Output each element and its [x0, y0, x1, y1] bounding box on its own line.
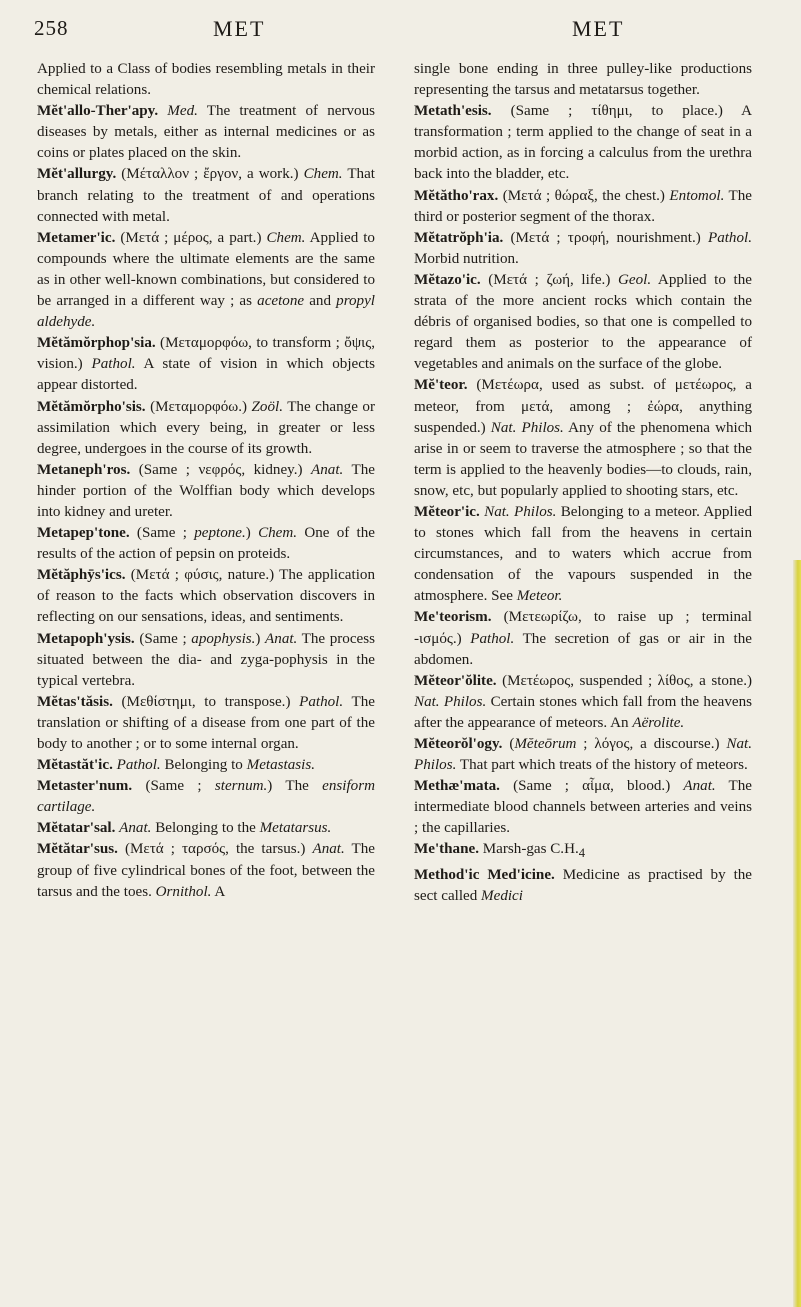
page-edge-stain: [793, 560, 801, 1307]
entry-text: The treatment of nervous diseases by metals, either as internal medicines or as coins or plates placed on the skin.: [37, 103, 375, 162]
entry-text: The third or posterior segment of the thorax.: [414, 187, 753, 225]
entry-italic-text: ensiform cartilage.: [37, 778, 375, 816]
entry-italic-text: Pathol.: [299, 693, 344, 710]
entry-text: Applied to the strata of the more ancient rocks which contain the débris of organised bodies, so that one is compelled to regard them as posterior to the appearance of vegetables and animals on the surface of the globe.: [414, 271, 752, 373]
entry-text: (Μετά ; ταρσός, the tarsus.): [117, 841, 313, 858]
entry-headword: Mĕtătho'rax.: [414, 187, 499, 204]
entry-italic-text: Medici: [481, 887, 523, 904]
entry-text: (Μετά ; θώραξ, the chest.): [498, 187, 670, 204]
entry-text: (Μεταμορφόω, to transform ; ὄψις, vision.): [37, 335, 375, 373]
entry-text: Applied to compounds where the ultimate elements are the same as in other well-known combinations, but considered to be arranged in a different way ; as: [37, 229, 375, 310]
entry-text: ) The: [267, 778, 323, 795]
entry-text: The process situated between the dia- and zyga-pophysis in the typical vertebra.: [37, 630, 375, 689]
entry-text: (Μετεωρίζω, to raise up ; terminal -ισμός.): [414, 609, 752, 647]
entry-text: Marsh-gas C.H.: [478, 841, 579, 858]
entry-italic-text: Nat. Philos.: [484, 503, 557, 520]
entry-italic-text: sternum.: [214, 778, 268, 795]
entry-headword: Mĕtastăt'ic.: [37, 757, 113, 774]
entry-text: Any of the phenomena which arise in or seem to traverse the atmosphere ; so that the term is applied to the heavenly bodies—to clouds, rain, snow, etc, but popularly applied to shooting stars, etc.: [414, 419, 752, 499]
right-running-head: MET: [572, 16, 625, 41]
dictionary-entry: [37, 565, 375, 628]
entry-italic-text: Anat.: [119, 820, 152, 837]
entry-text: single bone ending in three pulley-like productions representing the tarsus and metatarsus together.: [414, 61, 752, 99]
dictionary-entry: [37, 523, 375, 565]
running-header: [0, 16, 801, 46]
entry-text: (Μετά ; τροφή, nourishment.): [503, 229, 708, 246]
entry-italic-text: Metatarsus.: [259, 820, 332, 837]
entry-headword: Metaneph'ros.: [37, 461, 131, 478]
entry-text: [158, 103, 167, 119]
entry-italic-text: Pathol.: [470, 630, 515, 647]
dictionary-entry: [414, 228, 752, 270]
entry-headword: Mĕtăphȳs'ics.: [37, 567, 126, 584]
dictionary-entry: [37, 333, 375, 396]
entry-text: Belonging to: [160, 757, 247, 774]
dictionary-entry: [37, 59, 375, 101]
entry-italic-text: Anat.: [312, 841, 345, 858]
entry-text: Morbid nutrition.: [414, 250, 519, 267]
entry-text: A: [211, 883, 226, 900]
entry-text: and: [304, 293, 337, 310]
entry-text: (Μεταμορφόω.): [145, 398, 252, 415]
entry-text: Applied to a Class of bodies resembling metals in their chemical relations.: [37, 61, 375, 99]
entry-italic-text: Nat. Philos.: [414, 693, 487, 710]
dictionary-entry: [37, 755, 375, 776]
entry-headword: Metapep'tone.: [37, 525, 130, 542]
dictionary-entry: [414, 375, 752, 502]
entry-text: 4: [578, 846, 586, 861]
entry-headword: Metaster'num.: [37, 778, 133, 795]
entry-text: (Same ; νεφρός, kidney.): [130, 461, 312, 478]
entry-headword: Mĕteor'ic.: [414, 503, 480, 520]
entry-headword: Mĕtas'tăsis.: [37, 693, 113, 710]
entry-text: The group of five cylindrical bones of the foot, between the tarsus and the toes.: [37, 841, 375, 900]
entry-italic-text: Pathol.: [91, 356, 136, 373]
entry-text: (Μετά ; ζωή, life.): [480, 271, 618, 288]
entry-headword: Methæ'mata.: [414, 778, 500, 795]
dictionary-entry: [414, 101, 752, 185]
entry-text: A state of vision in which objects appear distorted.: [37, 356, 375, 394]
dictionary-entry: [37, 692, 375, 755]
entry-italic-text: Aërolite.: [632, 714, 685, 731]
dictionary-entry: [37, 460, 375, 523]
entry-text: The change or assimilation which every being, in greater or less degree, undergoes in the course of its growth.: [37, 398, 375, 457]
entry-italic-text: Pathol.: [116, 757, 161, 774]
entry-text: Belonging to a meteor. Applied to stones which fall from the heavens in certain circumstances, and to waters which accrue from condensation of the vapours suspended in the atmosphere. See: [414, 503, 753, 605]
entry-italic-text: Chem.: [266, 229, 306, 246]
dictionary-entry: [37, 839, 375, 902]
entry-text: Belonging to the: [151, 820, 260, 837]
dictionary-entry: [37, 397, 375, 460]
entry-italic-text: Nat. Philos.: [414, 736, 752, 774]
entry-italic-text: Chem.: [258, 525, 298, 542]
entry-italic-text: Nat. Philos.: [490, 419, 564, 436]
entry-text: (Same ; τίθημι, to place.) A transformation ; term applied to the change of seat in a morbid action, as in forcing a calculus from the urethra back into the bladder, etc.: [414, 103, 752, 183]
dictionary-entry: [414, 607, 752, 670]
entry-italic-text: Ornithol.: [155, 883, 212, 900]
dictionary-entry: [37, 228, 375, 333]
entry-headword: Mĕteor'ŏlite.: [414, 672, 497, 689]
entry-text: (Μέταλλον ; ἔργον, a work.): [116, 166, 304, 183]
dictionary-entry: [414, 865, 752, 907]
entry-headword: Metath'esis.: [414, 103, 492, 120]
entry-headword: Me'teorism.: [414, 609, 492, 626]
right-column: [414, 59, 752, 907]
entry-italic-text: acetone: [257, 293, 305, 310]
dictionary-entry: [414, 59, 752, 101]
entry-italic-text: Meteor.: [516, 588, 563, 605]
dictionary-entry: [414, 270, 752, 375]
entry-headword: Metapoph'ysis.: [37, 630, 135, 647]
entry-headword: Mĕteorŏl'ogy.: [414, 736, 503, 752]
entry-headword: Mĕtămŏrpho'sis.: [37, 398, 146, 415]
entry-text: ): [245, 525, 259, 542]
entry-text: The hinder portion of the Wolffian body which develops into kidney and ureter.: [37, 461, 375, 520]
entry-text: The intermediate blood channels between arteries and veins ; the capillaries.: [414, 778, 753, 837]
entry-italic-text: apophysis.: [191, 630, 256, 647]
left-running-head: MET: [213, 16, 266, 41]
entry-italic-text: Metastasis.: [246, 757, 315, 774]
entry-text: (Μετά ; μέρος, a part.): [115, 229, 267, 246]
entry-headword: Mĕtătar'sus.: [37, 841, 118, 858]
entry-text: That part which treats of the history of meteors.: [456, 757, 748, 774]
entry-italic-text: Pathol.: [707, 229, 752, 246]
entry-text: (Μετέωρα, used as subst. of μετέωρος, a meteor, from μετά, among ; ἐώρα, anything suspended.): [414, 377, 752, 436]
left-column: [37, 59, 375, 903]
entry-italic-text: Med.: [167, 103, 198, 120]
entry-headword: Metamer'ic.: [37, 229, 116, 246]
dictionary-entry: [37, 629, 375, 692]
entry-text: (Μετά ; φύσις, nature.) The application of reason to the facts which observation discovers in reflecting on our sensations, ideas, and sentiments.: [37, 567, 375, 626]
entry-headword: Mĕtămŏrphop'sia.: [37, 335, 156, 352]
entry-italic-text: Mĕteōrum: [514, 736, 577, 752]
entry-text: Medicine as practised by the sect called: [414, 866, 753, 904]
entry-headword: Mĕ'teor.: [414, 377, 468, 394]
entry-headword: Mĕtatrŏph'ia.: [414, 229, 504, 246]
entry-italic-text: Anat.: [683, 778, 716, 795]
entry-text: (Same ;: [129, 525, 195, 542]
entry-text: Certain stones which fall from the heavens after the appearance of meteors. An: [414, 693, 753, 731]
entry-headword: Mĕtazo'ic.: [414, 271, 481, 288]
entry-text: The translation or shifting of a disease from one part of the body to another ; or to some internal organ.: [37, 693, 375, 752]
dictionary-entry: [414, 186, 752, 228]
entry-italic-text: Chem.: [303, 166, 343, 183]
entry-text: (: [502, 736, 515, 752]
entry-text: That branch relating to the treatment of and operations connected with metal.: [37, 166, 375, 225]
dictionary-entry: [414, 839, 752, 864]
entry-italic-text: Anat.: [265, 630, 298, 647]
dictionary-entry: [37, 818, 375, 839]
entry-text: (Μετέωρος, suspended ; λίθος, a stone.): [496, 672, 752, 689]
entry-text: ; λόγος, a discourse.): [576, 736, 727, 752]
dictionary-entry: [37, 164, 375, 227]
entry-italic-text: Zoöl.: [251, 398, 283, 415]
entry-headword: Method'ic Med'icine.: [414, 866, 555, 883]
entry-text: One of the results of the action of pepsin on proteids.: [37, 525, 376, 563]
dictionary-entry: [414, 502, 752, 607]
dictionary-entry: [414, 734, 752, 776]
dictionary-entry: [414, 671, 752, 734]
entry-text: (Μεθίστημι, to transpose.): [112, 693, 300, 710]
entry-italic-text: propyl aldehyde.: [37, 293, 375, 331]
entry-italic-text: peptone.: [194, 525, 246, 542]
entry-italic-text: Anat.: [311, 461, 344, 478]
entry-text: (Same ;: [134, 630, 192, 647]
entry-text: (Same ; αἷμα, blood.): [499, 778, 684, 795]
dictionary-entry: [37, 101, 375, 164]
entry-text: ): [255, 630, 266, 647]
entry-headword: Mĕt'allo-Ther'apy.: [37, 103, 159, 120]
dictionary-entry: [37, 776, 375, 818]
entry-headword: Me'thane.: [414, 841, 479, 858]
dictionary-entry: [414, 776, 752, 839]
entry-text: (Same ;: [132, 778, 215, 795]
page-number: 258: [34, 16, 69, 40]
entry-headword: Mĕtatar'sal.: [37, 820, 116, 837]
entry-text: The secretion of gas or air in the abdomen.: [414, 630, 752, 668]
entry-italic-text: Geol.: [617, 271, 652, 288]
entry-headword: Mĕt'allurgy.: [37, 166, 117, 183]
entry-italic-text: Entomol.: [669, 187, 725, 204]
